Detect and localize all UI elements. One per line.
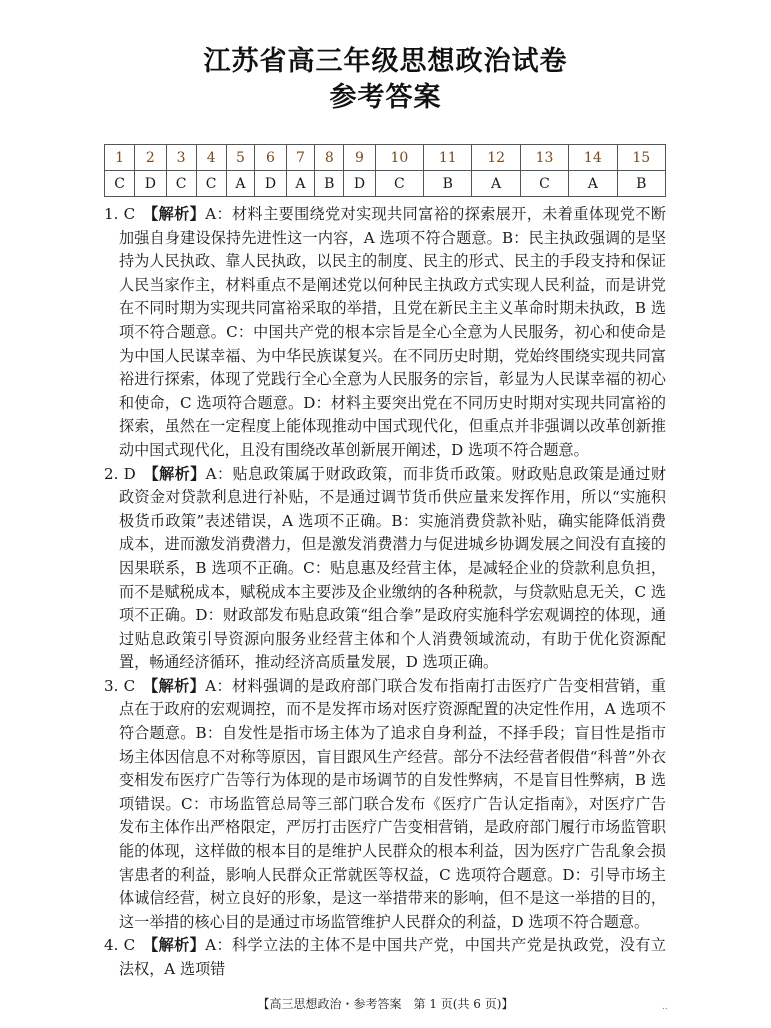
answer-cell: B (424, 171, 472, 197)
footer-row (0, 996, 771, 1016)
question-number-cell: 7 (286, 145, 315, 171)
question-number-cell: 1 (105, 145, 135, 171)
question-number-cell: 13 (520, 145, 568, 171)
answer-row (105, 171, 666, 197)
answer-cell: C (196, 171, 226, 197)
answer-cell: B (315, 171, 344, 197)
explanation-item (104, 675, 666, 935)
analysis-tag: 【解析】 (143, 464, 206, 483)
explanation-text: A：材料主要围绕党对实现共同富裕的探索展开，未着重体现党不断加强自身建设保持先进性这一内容，A 选项不符合题意。B：民主执政强调的是坚持为人民执政、靠人民执政，以民主的制度、民主的形式、民主的手段支持和保证人民当家作主，材料重点不是阐述党以何种民主执政方式实现人民利益，而是讲党在不同时期为实现共同富裕采取的举措，且党在新民主主义革命时期未执政，B 选项不符合题意。C：中国共产党的根本宗旨是全心全意为人民服务，初心和使命是为中国人民谋幸福、为中华民族谋复兴。在不同历史时期，党始终围绕实现共同富裕进行探索，体现了党践行全心全意为人民服务的宗旨，彰显为人民谋幸福的初心和使命，C 选项符合题意。D：材料主要突出党在不同历史时期对实现共同富裕的探索，虽然在一定程度上能体现推动中国式现代化，但重点并非强调以改革创新推动中国式现代化，且没有围绕改革创新展开阐述，D 选项不符合题意。 (119, 205, 666, 459)
question-number-cell: 2 (135, 145, 166, 171)
answer-cell: B (617, 171, 665, 197)
question-number-cell: 11 (424, 145, 472, 171)
answer-cell: A (472, 171, 520, 197)
question-number-cell: 15 (617, 145, 665, 171)
question-number-cell: 5 (226, 145, 255, 171)
question-answer-label: 1. C (104, 205, 136, 223)
question-answer-label: 4. C (104, 936, 136, 955)
explanation-item (104, 203, 666, 463)
answer-cell: D (135, 171, 166, 197)
analysis-tag: 【解析】 (142, 936, 206, 955)
corner-mark: .. (662, 1001, 668, 1012)
explanation-text: A：贴息政策属于财政政策，而非货币政策。财政贴息政策是通过财政资金对贷款利息进行补贴，不是通过调节货币供应量来发挥作用，所以“实施积极货币政策”表述错误，A 选项不正确。B：实施消费贷款补贴，确实能降低消费成本，进而激发消费潜力，但是激发消费潜力与促进城乡协调发展之间没有直接的因果联系，B 选项不正确。C：贴息惠及经营主体，是减轻企业的贷款利息负担，而不是赋税成本，赋税成本主要涉及企业缴纳的各种税款，与贷款贴息无关，C 选项不正确。D：财政部发布贴息政策“组合拳”是政府实施科学宏观调控的体现，通过贴息政策引导资源向服务业经营主体和个人消费领域流动，有助于优化资源配置，畅通经济循环，推动经济高质量发展，D 选项正确。 (119, 464, 666, 672)
page-footer: 【高三思想政治・参考答案 第 1 页(共 6 页)】 (257, 996, 514, 1011)
answer-cell: D (344, 171, 375, 197)
answer-cell: C (375, 171, 423, 197)
answer-cell: D (255, 171, 286, 197)
question-number-cell: 6 (255, 145, 286, 171)
answer-cell: C (520, 171, 568, 197)
answer-table (104, 144, 666, 197)
explanation-text: A：科学立法的主体不是中国共产党，中国共产党是执政党，没有立法权，A 选项错 (119, 936, 666, 978)
document-title: 江苏省高三年级思想政治试卷 (203, 46, 568, 77)
analysis-tag: 【解析】 (142, 676, 206, 695)
explanation-item (104, 463, 666, 675)
question-number-row (105, 145, 666, 171)
document-subtitle: 参考答案 (329, 82, 442, 113)
answer-cell: C (105, 171, 135, 197)
answer-cell: A (226, 171, 255, 197)
question-number-cell: 9 (344, 145, 375, 171)
answer-cell: A (569, 171, 617, 197)
answer-cell: A (286, 171, 315, 197)
explanation-text: A：材料强调的是政府部门联合发布指南打击医疗广告变相营销，重点在于政府的宏观调控，而不是发挥市场对医疗资源配置的决定性作用，A 选项不符合题意。B：自发性是指市场主体为了追求自身利益，不择手段；盲目性是指市场主体因信息不对称等原因，盲目跟风生产经营。部分不法经营者假借“科普”外衣变相发布医疗广告等行为体现的是市场调节的自发性弊病，不是盲目性弊病，B 选项错误。C：市场监管总局等三部门联合发布《医疗广告认定指南》，对医疗广告发布主体作出严格限定，严厉打击医疗广告变相营销，是政府部门履行市场监管职能的体现，这样做的根本目的是维护人民群众的根本利益，因为医疗广告乱象会损害患者的利益，影响人民群众正常就医等权益，C 选项符合题意。D：引导市场主体诚信经营，树立良好的形象，是这一举措带来的影响，但不是这一举措的目的，这一举措的核心目的是通过市场监管维护人民群众的利益，D 选项不符合题意。 (119, 676, 666, 931)
answer-cell: C (166, 171, 196, 197)
question-number-cell: 10 (375, 145, 423, 171)
question-number-cell: 3 (166, 145, 196, 171)
analysis-tag: 【解析】 (142, 205, 206, 223)
question-number-cell: 4 (196, 145, 226, 171)
question-number-cell: 14 (569, 145, 617, 171)
question-number-cell: 12 (472, 145, 520, 171)
question-answer-label: 2. D (104, 464, 136, 483)
question-number-cell: 8 (315, 145, 344, 171)
explanations (104, 203, 666, 982)
question-answer-label: 3. C (104, 676, 136, 695)
explanation-item (104, 934, 666, 981)
